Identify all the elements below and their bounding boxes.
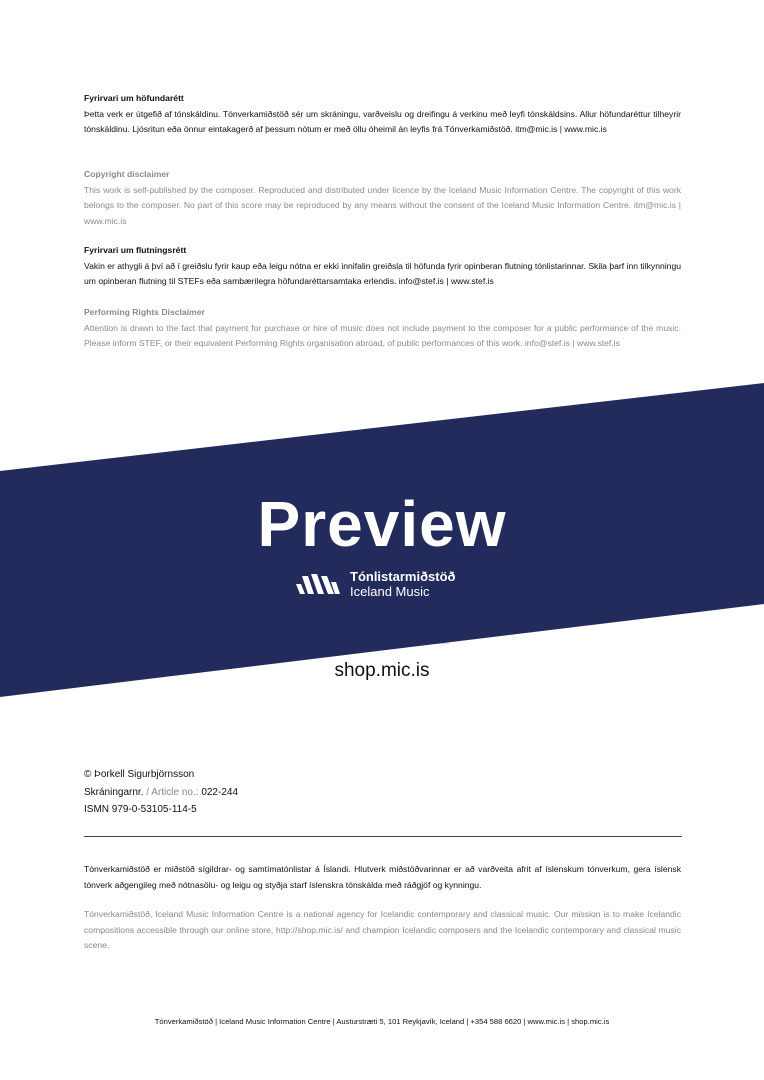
performing-en-title: Performing Rights Disclaimer [84, 307, 205, 317]
score-metadata [84, 766, 238, 819]
shop-link[interactable]: shop.mic.is [334, 660, 430, 681]
mic-logo [294, 568, 474, 602]
reg-label-en: Article no.: [151, 786, 199, 798]
about-en: Tónverkamiðstöð, Iceland Music Information Centre is a national agency for Icelandic contemporary and classical music. Our mission is to make Icelandic compositions accessible through our online store, http://shop.mic.is/ and champion Icelandic composers and the Icelandic contemporary and classical music scene. [84, 909, 681, 950]
composer-credit: © Þorkell Sigurbjörnsson [84, 769, 195, 780]
mic-logo-icon [294, 572, 342, 596]
article-number-line [84, 784, 238, 802]
about-is: Tónverkamiðstöð er miðstöð sígildrar- og samtímatónlistar á Íslandi. Hlutverk miðstöðvarinnar er að varðveita afrit af íslenskum tónverkum, gera íslensk tónverk aðgengileg með nótnasölu- og leigu og styðja starf íslenskra tónskálda með ráðgjöf og kynningu. [84, 864, 681, 890]
divider [84, 836, 682, 837]
reg-separator: / [143, 786, 152, 798]
copyright-en-title: Copyright disclaimer [84, 169, 170, 179]
preview-title: Preview [257, 488, 507, 560]
article-number: 022-244 [201, 786, 239, 798]
logo-line-1: Tónlistarmiðstöð [350, 569, 456, 584]
reg-label-is: Skráningarnr. [84, 786, 144, 798]
page-footer: Tónverkamiðstöð | Iceland Music Information Centre | Austurstræti 5, 101 Reykjavík, Iceland | +354 588 6620 | www.mic.is | shop.mic.is [154, 1017, 610, 1026]
copyright-is-body: Þetta verk er útgefið af tónskáldinu. Tónverkamiðstöð sér um skráningu, varðveislu og dreifingu á verkinu með leyfi tónskáldsins. Allur höfundaréttur tilheyrir tónskáldinu. Ljósritun eða önnur eintakagerð af þessum nótum er með öllu óheimil án leyfis frá Tónverkamiðstöð. itm@mic.is | www.mic.is [84, 108, 681, 134]
performing-is-body: Vakin er athygli á því að í greiðslu fyrir kaup eða leigu nótna er ekki innifalin greiðsla til höfunda fyrir opinberan flutning tónlistarinnar. Skila þarf inn tilkynningu um opinberan flutning til STEFs eða sambærilegra höfundaréttarsamtaka erlendis. info@stef.is | www.stef.is [84, 260, 681, 286]
logo-line-2: Iceland Music [350, 584, 430, 599]
ismn-number: ISMN 979-0-53105-114-5 [84, 804, 197, 815]
performing-en-body: Attention is drawn to the fact that payment for purchase or hire of music does not include payment to the composer for a public performance of the music. Please inform STEF, or their equivalent Performing Rights organisation abroad, of public performances of this work. info@stef.is | www.stef.is [84, 322, 681, 348]
performing-is-title: Fyrirvari um flutningsrétt [84, 245, 187, 255]
copyright-is-title: Fyrirvari um höfundarétt [84, 93, 184, 103]
copyright-en-body: This work is self-published by the composer. Reproduced and distributed under licence by the Iceland Music Information Centre. The copyright of this work belongs to the composer. No part of this score may be reproduced by any means without the consent of the Iceland Music Information Centre. itm@mic.is | www.mic.is [84, 184, 681, 226]
